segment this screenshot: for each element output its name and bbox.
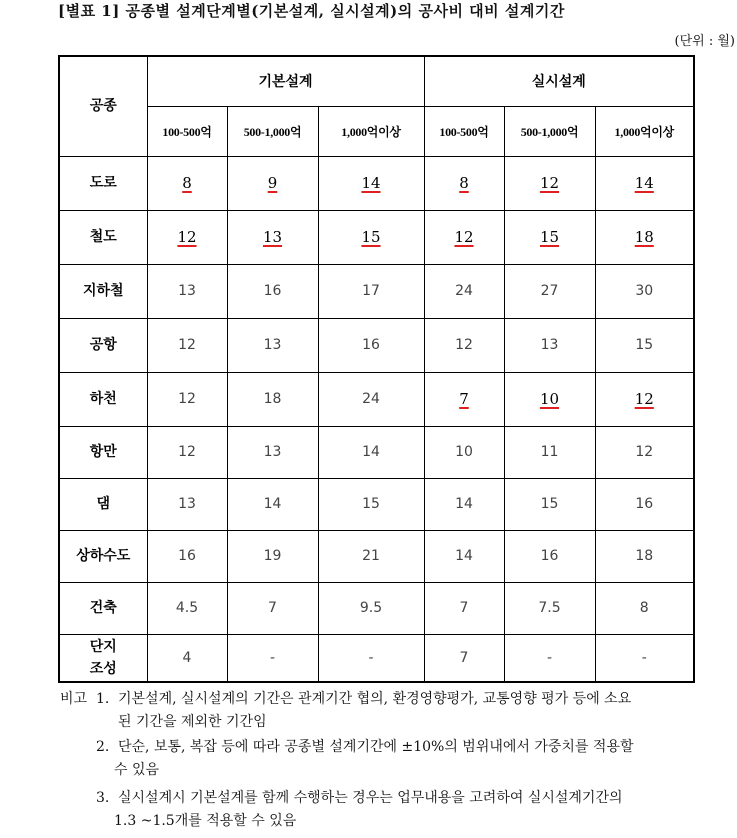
- row-header: 공항: [59, 318, 147, 372]
- table-cell: [504, 264, 595, 318]
- table-cell: [424, 582, 504, 634]
- note-1-line-2: [60, 711, 736, 736]
- table-cell: [227, 478, 318, 530]
- table-cell: [595, 478, 694, 530]
- table-cell: [318, 634, 424, 682]
- table-cell: [318, 210, 424, 264]
- table-cell: [595, 530, 694, 582]
- cell-value: 16: [263, 283, 282, 299]
- row-header: 철도: [59, 210, 147, 264]
- cell-value: 8: [459, 174, 469, 192]
- table-cell: [504, 372, 595, 426]
- table-cell: [595, 210, 694, 264]
- table-cell: [504, 478, 595, 530]
- design-period-table: [58, 55, 695, 683]
- note-text: 수 있음: [114, 762, 160, 778]
- note-text: 1.3 ~1.5개를 적용할 수 있음: [114, 813, 297, 829]
- table-row: [59, 264, 694, 318]
- table-cell: [595, 372, 694, 426]
- cell-value: 4: [182, 649, 192, 666]
- cell-value: 24: [362, 391, 380, 407]
- column-header: 100-500억: [424, 106, 504, 156]
- unit-label: (단위 : 월): [674, 34, 735, 49]
- table-cell: [318, 530, 424, 582]
- column-header: 500-1,000억: [504, 106, 595, 156]
- note-number: 2.: [96, 739, 110, 755]
- cell-value: 4.5: [175, 600, 199, 616]
- cell-value: 15: [362, 496, 380, 512]
- column-header: 500-1,000억: [227, 106, 318, 156]
- cell-value: 11: [540, 444, 559, 460]
- table-cell: [424, 478, 504, 530]
- corner-header: 공종: [59, 56, 147, 156]
- table-cell: [227, 634, 318, 682]
- table-title: [별표 1] 공종별 설계단계별(기본설계, 실시설계)의 공사비 대비 설계기간: [58, 2, 565, 20]
- table-cell: [227, 210, 318, 264]
- cell-value: 15: [361, 228, 381, 246]
- table-cell: [318, 478, 424, 530]
- cell-value: 12: [539, 174, 560, 192]
- cell-value: 18: [634, 228, 654, 246]
- cell-value: 7: [459, 649, 469, 666]
- table-cell: [318, 426, 424, 478]
- table-cell: [147, 426, 227, 478]
- note-number: 3.: [96, 790, 110, 806]
- cell-value: 12: [634, 390, 654, 408]
- note-text: 단순, 보통, 복잡 등에 따라 공종별 설계기간에 ±10%의 범위내에서 가중치를 적용할: [118, 739, 634, 755]
- cell-value: 12: [178, 391, 196, 407]
- cell-value: 18: [263, 391, 282, 407]
- row-header: 항만: [59, 426, 147, 478]
- note-text: 된 기간을 제외한 기간임: [118, 714, 267, 730]
- cell-value: -: [269, 649, 276, 666]
- table-cell: [595, 582, 694, 634]
- table-cell: [595, 426, 694, 478]
- cell-value: 13: [178, 496, 196, 512]
- row-header: 도로: [59, 156, 147, 210]
- cell-value: -: [641, 649, 647, 666]
- table-cell: [318, 582, 424, 634]
- cell-value: 18: [635, 548, 654, 564]
- table-row: [59, 426, 694, 478]
- table-cell: [147, 372, 227, 426]
- cell-value: 9.5: [359, 600, 383, 616]
- cell-value: 16: [635, 496, 654, 512]
- cell-value: 13: [178, 283, 196, 299]
- cell-value: 27: [540, 283, 559, 299]
- column-header: 1,000억이상: [318, 106, 424, 156]
- column-header: 100-500억: [147, 106, 227, 156]
- table-cell: [318, 318, 424, 372]
- table-row: [59, 318, 694, 372]
- notes-label: 비고: [60, 691, 88, 707]
- cell-value: 12: [178, 444, 196, 460]
- row-header: 하천: [59, 372, 147, 426]
- table-cell: [147, 156, 227, 210]
- note-3-line-2: [60, 810, 736, 833]
- table-cell: [424, 530, 504, 582]
- row-header: 건축: [59, 582, 147, 634]
- note-number: 1.: [96, 691, 110, 707]
- group-header-basic: 기본설계: [147, 56, 424, 106]
- table-cell: [504, 582, 595, 634]
- cell-value: 16: [178, 548, 196, 564]
- table-row: [59, 634, 694, 682]
- table-cell: [595, 634, 694, 682]
- table-cell: [424, 156, 504, 210]
- cell-value: -: [368, 649, 374, 666]
- table-cell: [595, 264, 694, 318]
- table-cell: [424, 318, 504, 372]
- table-cell: [227, 426, 318, 478]
- cell-value: 7.5: [538, 600, 561, 616]
- table-row: [59, 372, 694, 426]
- table-cell: [595, 156, 694, 210]
- table-cell: [147, 478, 227, 530]
- cell-value: 15: [540, 496, 559, 512]
- cell-value: 12: [177, 228, 197, 246]
- row-header: 지하철: [59, 264, 147, 318]
- notes-section: [60, 688, 736, 833]
- table-cell: [227, 156, 318, 210]
- note-2-line-1: [60, 736, 736, 759]
- note-3-line-1: [60, 787, 736, 810]
- table-cell: [424, 372, 504, 426]
- cell-value: 12: [635, 444, 654, 460]
- cell-value: 13: [263, 444, 282, 460]
- table-row: [59, 582, 694, 634]
- row-header: 댐: [59, 478, 147, 530]
- cell-value: 16: [540, 548, 559, 564]
- table-cell: [595, 318, 694, 372]
- table-cell: [227, 530, 318, 582]
- table-cell: [147, 582, 227, 634]
- table-cell: [318, 156, 424, 210]
- table-row: [59, 478, 694, 530]
- table-cell: [147, 530, 227, 582]
- cell-value: 13: [263, 337, 282, 353]
- cell-value: 24: [455, 283, 473, 299]
- cell-value: 14: [263, 496, 282, 512]
- table-cell: [424, 426, 504, 478]
- table-cell: [504, 210, 595, 264]
- table-cell: [318, 372, 424, 426]
- cell-value: 10: [455, 444, 473, 460]
- table-cell: [147, 210, 227, 264]
- cell-value: 14: [455, 548, 473, 564]
- cell-value: 7: [459, 390, 469, 408]
- cell-value: 30: [635, 283, 654, 299]
- table-row: [59, 210, 694, 264]
- table-cell: [147, 264, 227, 318]
- cell-value: 12: [178, 337, 196, 353]
- cell-value: 21: [362, 548, 380, 564]
- table-cell: [318, 264, 424, 318]
- cell-value: 10: [539, 390, 560, 408]
- table-cell: [227, 318, 318, 372]
- row-header: 단지 조성: [59, 634, 147, 682]
- cell-value: 19: [263, 548, 282, 564]
- cell-value: 12: [455, 337, 473, 353]
- table-cell: [147, 318, 227, 372]
- cell-value: 14: [634, 174, 654, 192]
- table-row: [59, 156, 694, 210]
- cell-value: -: [546, 649, 553, 666]
- table-cell: [424, 210, 504, 264]
- note-text: 실시설계시 기본설계를 함께 수행하는 경우는 업무내용을 고려하여 실시설계기간의: [118, 790, 623, 806]
- column-header: 1,000억이상: [595, 106, 694, 156]
- cell-value: 7: [459, 600, 469, 616]
- note-text: 기본설계, 실시설계의 기간은 관계기간 협의, 환경영향평가, 교통영향 평가 등에 소요: [118, 691, 632, 707]
- cell-value: 9: [267, 174, 278, 192]
- cell-value: 15: [635, 337, 654, 353]
- cell-value: 13: [262, 228, 283, 246]
- cell-value: 15: [539, 228, 560, 246]
- note-1-line-1: [60, 688, 736, 711]
- cell-value: 16: [362, 337, 380, 353]
- cell-value: 8: [182, 174, 192, 192]
- table-cell: [504, 426, 595, 478]
- cell-value: 14: [361, 174, 381, 192]
- table-cell: [227, 582, 318, 634]
- table-cell: [504, 156, 595, 210]
- table-cell: [504, 530, 595, 582]
- table-cell: [424, 634, 504, 682]
- cell-value: 14: [362, 444, 380, 460]
- group-header-detailed: 실시설계: [424, 56, 694, 106]
- cell-value: 13: [540, 337, 559, 353]
- table-row: [59, 530, 694, 582]
- cell-value: 12: [454, 228, 474, 246]
- table-cell: [227, 372, 318, 426]
- cell-value: 17: [362, 283, 380, 299]
- row-header: 상하수도: [59, 530, 147, 582]
- table-cell: [424, 264, 504, 318]
- table-cell: [504, 318, 595, 372]
- table-cell: [227, 264, 318, 318]
- table-cell: [504, 634, 595, 682]
- cell-value: 7: [268, 600, 277, 616]
- note-2-line-2: [60, 759, 736, 787]
- cell-value: 14: [455, 496, 473, 512]
- cell-value: 8: [639, 600, 649, 616]
- table-cell: [147, 634, 227, 682]
